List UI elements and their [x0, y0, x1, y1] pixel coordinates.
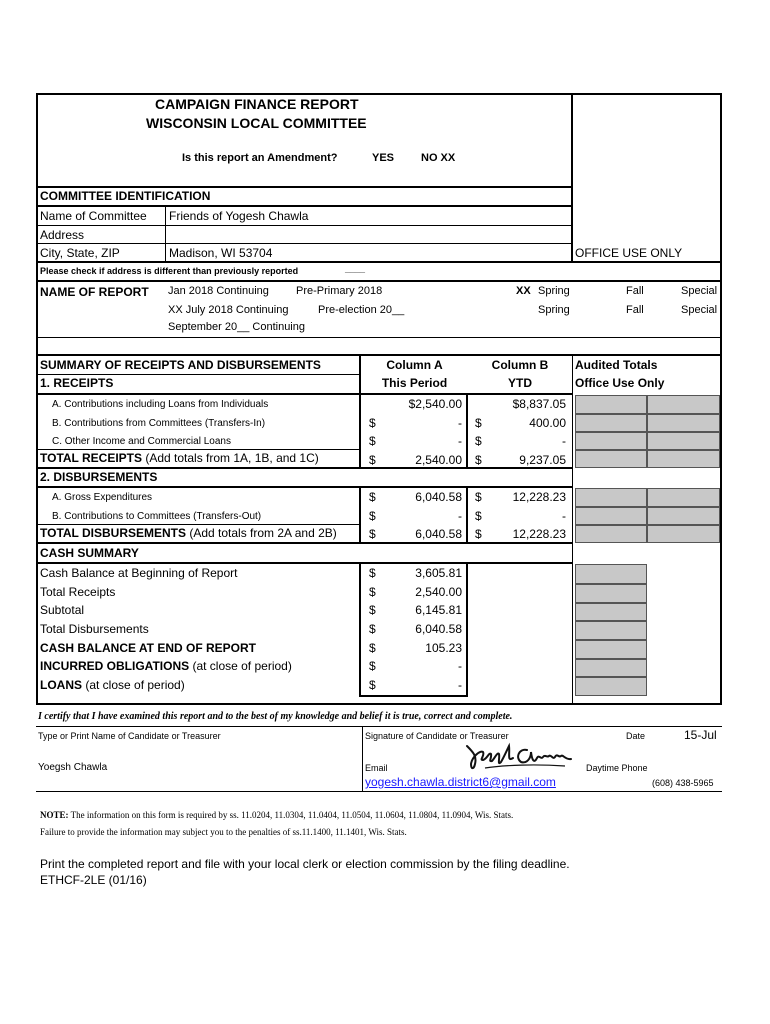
ytd-amount[interactable]: -	[562, 434, 566, 448]
audited-cell[interactable]	[575, 525, 647, 543]
amount-sign: $	[369, 453, 376, 467]
this-period-amount[interactable]: -	[458, 434, 462, 448]
rule	[466, 393, 468, 469]
rule	[37, 205, 572, 207]
rule	[36, 791, 722, 792]
this-period-amount[interactable]: -	[458, 416, 462, 430]
amount-sign: $	[369, 566, 376, 580]
amount-sign: $	[475, 527, 482, 541]
report-spring-1[interactable]: Spring	[538, 285, 570, 297]
cash-total-disbursements-amount[interactable]: 6,040.58	[415, 622, 462, 636]
cash-total-receipts-amount[interactable]: 2,540.00	[415, 585, 462, 599]
audited-cell[interactable]	[575, 584, 647, 603]
cash-subtotal-label: Subtotal	[40, 603, 85, 617]
audited-cell[interactable]	[647, 414, 720, 432]
rule	[466, 486, 468, 544]
email-link[interactable]: yogesh.chawla.district6@gmail.com	[365, 775, 556, 789]
daytime-phone-field[interactable]: (608) 438-5965	[652, 778, 714, 788]
rule	[36, 726, 722, 727]
committee-name-label: Name of Committee	[40, 209, 147, 223]
filing-instruction: Print the completed report and file with your local clerk or election commission by the filing deadline.	[40, 857, 570, 871]
certification-statement: I certify that I have examined this report and to the best of my knowledge and belief it is true, correct and complete.	[38, 711, 513, 722]
cash-beginning-label: Cash Balance at Beginning of Report	[40, 566, 238, 580]
amount-sign: $	[369, 585, 376, 599]
rule	[37, 280, 721, 282]
this-period-amount[interactable]: $2,540.00	[408, 397, 462, 411]
loans-amount[interactable]: -	[458, 678, 462, 692]
rule	[37, 393, 359, 395]
date-label: Date	[626, 731, 646, 741]
column-b-subheader: YTD	[508, 376, 532, 390]
cash-end-label: CASH BALANCE AT END OF REPORT	[40, 641, 256, 655]
audited-cell[interactable]	[575, 450, 647, 468]
amount-sign: $	[369, 678, 376, 692]
audited-cell[interactable]	[647, 450, 720, 468]
note-text: The information on this form is required by ss. 11.0204, 11.0304, 11.0404, 11.0504, 11.0604, 11.0804, 11.0904, Wis. Stats.	[68, 810, 514, 820]
ytd-amount[interactable]: -	[562, 509, 566, 523]
audited-cell[interactable]	[647, 507, 720, 525]
disbursement-label: B. Contributions to Committees (Transfers-Out)	[52, 511, 262, 522]
address-check-text: Please check if address is different than previously reported	[40, 266, 299, 276]
rule	[37, 449, 359, 450]
loans-note: (at close of period)	[82, 678, 185, 692]
report-september-continuing[interactable]: September 20__ Continuing	[168, 321, 305, 333]
cash-summary-title: CASH SUMMARY	[40, 546, 139, 560]
audited-cell[interactable]	[575, 395, 647, 414]
this-period-amount[interactable]: 2,540.00	[415, 453, 462, 467]
report-fall-1[interactable]: Fall	[626, 285, 644, 297]
rule	[359, 393, 361, 469]
amendment-question: Is this report an Amendment?	[182, 152, 338, 164]
committee-name-field[interactable]: Friends of Yogesh Chawla	[169, 209, 309, 223]
report-spring-2[interactable]: Spring	[538, 304, 570, 316]
ytd-amount[interactable]: 12,228.23	[512, 490, 566, 504]
rule	[572, 355, 573, 703]
form-title: CAMPAIGN FINANCE REPORT	[155, 96, 359, 112]
this-period-amount[interactable]: -	[458, 509, 462, 523]
ytd-amount[interactable]: 9,237.05	[519, 453, 566, 467]
receipt-label: C. Other Income and Commercial Loans	[52, 436, 231, 447]
amount-sign: $	[369, 622, 376, 636]
receipt-label: B. Contributions from Committees (Transfers-In)	[52, 418, 266, 429]
office-use-label: OFFICE USE ONLY	[575, 246, 683, 260]
summary-title: SUMMARY OF RECEIPTS AND DISBURSEMENTS	[40, 358, 321, 372]
audited-cell[interactable]	[575, 640, 647, 659]
note-label: NOTE:	[40, 810, 69, 820]
cash-end-amount[interactable]: 105.23	[425, 641, 462, 655]
cash-total-disbursements-label: Total Disbursements	[40, 622, 149, 636]
amount-sign: $	[369, 603, 376, 617]
disbursements-title: 2. DISBURSEMENTS	[40, 470, 158, 484]
column-a-header: Column A	[386, 358, 443, 372]
total-disbursements-label	[40, 526, 337, 540]
audited-cell[interactable]	[647, 432, 720, 450]
rule	[37, 243, 572, 244]
report-spring-mark: XX	[516, 285, 531, 297]
loans-label	[40, 678, 185, 692]
ytd-amount[interactable]: $8,837.05	[512, 397, 566, 411]
committee-section-title: COMMITTEE IDENTIFICATION	[40, 189, 211, 203]
rule	[466, 562, 468, 696]
rule	[359, 695, 468, 697]
rule	[37, 542, 572, 544]
amount-sign: $	[369, 434, 376, 448]
amount-sign: $	[475, 434, 482, 448]
ytd-amount[interactable]: 12,228.23	[512, 527, 566, 541]
rule	[37, 486, 572, 488]
report-july-continuing[interactable]: XX July 2018 Continuing	[168, 304, 289, 316]
audited-cell[interactable]	[575, 488, 647, 507]
rule	[37, 337, 721, 338]
legal-note	[40, 810, 513, 820]
signature-label: Signature of Candidate or Treasurer	[365, 731, 509, 741]
cash-subtotal-amount[interactable]: 6,145.81	[415, 603, 462, 617]
report-name-label: NAME OF REPORT	[40, 285, 149, 299]
this-period-amount[interactable]: 6,040.58	[415, 490, 462, 504]
daytime-phone-label: Daytime Phone	[586, 763, 648, 773]
city-field[interactable]: Madison, WI 53704	[169, 246, 273, 260]
receipt-label: A. Contributions including Loans from Individuals	[52, 399, 269, 410]
loans-bold: LOANS	[40, 678, 82, 692]
rule	[359, 486, 361, 544]
disbursement-label: A. Gross Expenditures	[52, 492, 153, 503]
amount-sign: $	[369, 641, 376, 655]
amendment-yes[interactable]: YES	[372, 152, 395, 164]
amount-sign: $	[369, 509, 376, 523]
amount-sign: $	[475, 453, 482, 467]
this-period-amount[interactable]: 6,040.58	[415, 527, 462, 541]
penalty-note: Failure to provide the information may subject you to the penalties of ss.11.1400, 11.1401, Wis. Stats.	[40, 827, 407, 837]
amount-sign: $	[369, 416, 376, 430]
audited-cell[interactable]	[575, 677, 647, 696]
rule	[37, 562, 572, 564]
form-subtitle: WISCONSIN LOCAL COMMITTEE	[146, 115, 367, 131]
rule	[37, 354, 721, 356]
audited-cell[interactable]	[575, 659, 647, 677]
office-use-divider	[571, 95, 573, 262]
amount-sign: $	[475, 416, 482, 430]
audited-cell[interactable]	[575, 414, 647, 432]
committee-top-rule	[37, 186, 572, 188]
audited-cell[interactable]	[647, 488, 720, 507]
rule	[37, 225, 572, 226]
address-check-box[interactable]: ____	[345, 264, 366, 274]
incurred-obligations-bold: INCURRED OBLIGATIONS	[40, 659, 190, 673]
ytd-amount[interactable]: 400.00	[529, 416, 566, 430]
report-pre-primary[interactable]: Pre-Primary 2018	[296, 285, 383, 297]
audited-cell[interactable]	[647, 395, 720, 414]
column-a-subheader: This Period	[381, 376, 448, 390]
incurred-obligations-label	[40, 659, 292, 673]
report-fall-2[interactable]: Fall	[626, 304, 644, 316]
cash-total-receipts-label: Total Receipts	[40, 585, 116, 599]
print-name-label: Type or Print Name of Candidate or Treasurer	[38, 731, 221, 741]
rule	[37, 374, 359, 375]
report-special-2[interactable]: Special	[681, 304, 718, 316]
total-receipts-label	[40, 451, 319, 465]
rule	[37, 524, 359, 525]
rule	[362, 726, 363, 792]
address-label: Address	[40, 228, 85, 242]
column-b-header: Column B	[491, 358, 549, 372]
rule	[359, 355, 361, 395]
audited-totals-header: Audited Totals	[575, 358, 658, 372]
date-field[interactable]: 15-Jul	[684, 728, 717, 742]
city-label: City, State, ZIP	[40, 246, 120, 260]
report-pre-election[interactable]: Pre-election 20__	[318, 304, 405, 316]
incurred-obligations-note: (at close of period)	[189, 659, 292, 673]
amount-sign: $	[475, 509, 482, 523]
incurred-obligations-amount[interactable]: -	[458, 659, 462, 673]
amount-sign: $	[369, 659, 376, 673]
receipts-title: 1. RECEIPTS	[40, 376, 114, 390]
audited-cell[interactable]	[575, 507, 647, 525]
audited-cell[interactable]	[575, 432, 647, 450]
rule	[37, 261, 721, 263]
amount-sign: $	[475, 490, 482, 504]
audited-cell[interactable]	[575, 564, 647, 584]
amount-sign: $	[369, 527, 376, 541]
audited-cell[interactable]	[575, 621, 647, 640]
report-special-1[interactable]: Special	[681, 285, 718, 297]
report-jan-continuing[interactable]: Jan 2018 Continuing	[168, 285, 269, 297]
signature-image	[455, 740, 580, 774]
total-disbursements-bold: TOTAL DISBURSEMENTS	[40, 526, 187, 540]
total-receipts-note: (Add totals from 1A, 1B, and 1C)	[142, 451, 319, 465]
total-disbursements-note: (Add totals from 2A and 2B)	[186, 526, 337, 540]
email-label: Email	[365, 763, 388, 773]
cash-beginning-amount[interactable]: 3,605.81	[415, 566, 462, 580]
audited-cell[interactable]	[647, 525, 720, 543]
printed-name-field[interactable]: Yoegsh Chawla	[38, 762, 108, 773]
rule	[359, 393, 572, 395]
form-identifier: ETHCF-2LE (01/16)	[40, 873, 147, 887]
rule	[37, 467, 572, 469]
amount-sign: $	[369, 490, 376, 504]
office-use-only-header: Office Use Only	[575, 376, 665, 390]
audited-cell[interactable]	[575, 603, 647, 621]
amendment-no[interactable]: NO XX	[421, 152, 456, 164]
rule	[359, 562, 361, 696]
total-receipts-bold: TOTAL RECEIPTS	[40, 451, 143, 465]
rule	[165, 206, 166, 262]
